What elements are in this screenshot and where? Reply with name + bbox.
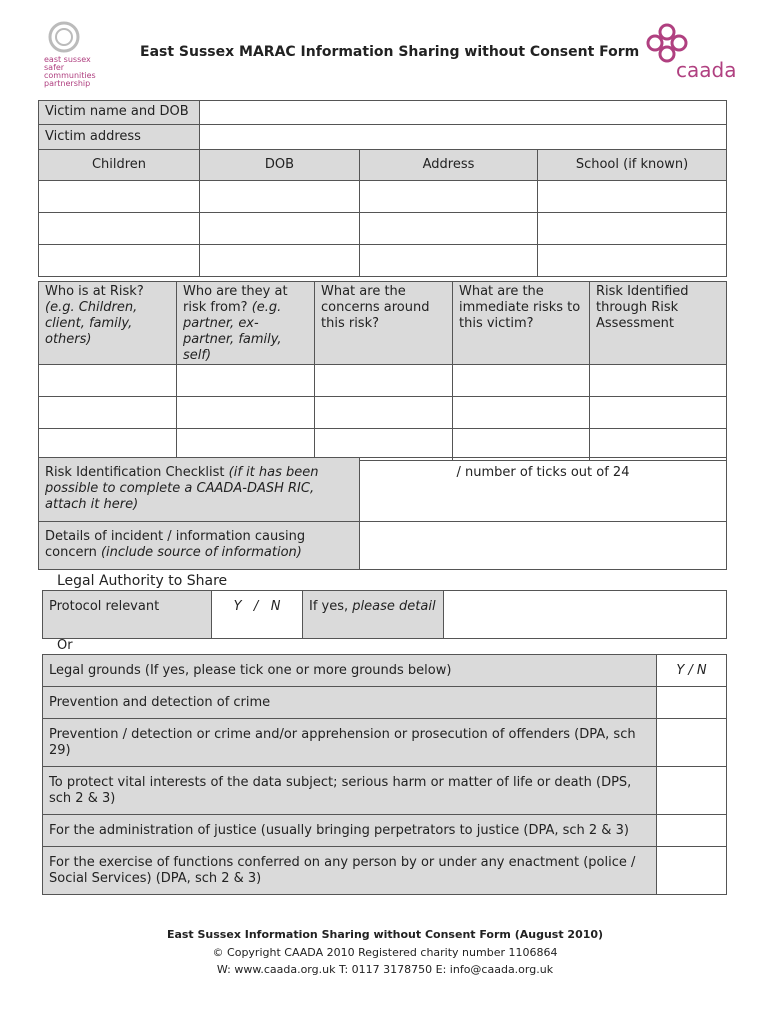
checklist-label: Risk Identification Checklist [45,465,225,480]
victim-address-label: Victim address [39,125,200,150]
if-yes-note: please detail [352,599,436,614]
details-note: (include source of information) [100,545,302,560]
ground-tick[interactable] [657,847,727,895]
table-row [43,815,727,847]
risk-cell[interactable] [453,397,590,429]
child-address-cell[interactable] [360,213,538,245]
checklist-table [38,457,727,570]
child-dob-cell[interactable] [200,213,360,245]
table-row [43,847,727,895]
who-at-risk-example: (e.g. Children, client, family, others) [45,300,138,347]
victim-name-label: Victim name and DOB [39,101,200,125]
ground-tick[interactable] [657,767,727,815]
checklist-note: (if it has been possible to complete a CAADA-DASH RIC, attach it here) [45,465,319,512]
victim-address-field[interactable] [200,125,727,150]
risk-cell[interactable] [315,429,453,461]
ground-tick[interactable] [657,719,727,767]
table-row [43,767,727,815]
table-row [39,245,727,277]
risk-cell[interactable] [177,397,315,429]
risk-cell[interactable] [453,365,590,397]
ground-item: Prevention and detection of crime [43,687,657,719]
victim-table [38,100,727,277]
ticks-text: / number of ticks out of 24 [456,465,630,480]
legal-grounds-table [42,654,727,895]
who-from-example: (e.g. partner, ex-partner, family, self) [183,300,282,363]
table-row [39,397,727,429]
child-school-cell[interactable] [538,245,727,277]
child-school-cell[interactable] [538,213,727,245]
grounds-header: Legal grounds (If yes, please tick one or more grounds below) [43,655,657,687]
risk-cell[interactable] [177,429,315,461]
logo-right-text: caada [676,58,737,82]
concerns-header: What are the concerns around this risk? [315,282,453,365]
table-row [39,181,727,213]
school-header: School (if known) [538,150,727,181]
who-from-header [177,282,315,365]
caada-logo [644,20,738,90]
protocol-table [42,590,727,639]
child-school-cell[interactable] [538,181,727,213]
ground-tick[interactable] [657,815,727,847]
child-cell[interactable] [39,213,200,245]
child-address-cell[interactable] [360,245,538,277]
table-row [39,213,727,245]
child-dob-cell[interactable] [200,245,360,277]
if-yes-label: If yes, [309,599,349,614]
child-cell[interactable] [39,245,200,277]
who-at-risk-label: Who is at Risk? [45,284,144,299]
ticks-cell[interactable] [360,458,727,522]
immediate-risks-header: What are the immediate risks to this victim? [453,282,590,365]
risk-cell[interactable] [39,365,177,397]
protocol-yn[interactable]: Y / N [212,591,303,639]
footer-title: East Sussex Information Sharing without Consent Form (August 2010) [166,928,604,941]
children-header: Children [39,150,200,181]
risk-table [38,281,727,461]
who-from-label: Who are they at risk from? [183,284,288,315]
or-label: Or [57,638,73,653]
risk-identified-header: Risk Identified through Risk Assessment [590,282,727,365]
risk-cell[interactable] [39,397,177,429]
details-label: Details of incident / information causing concern [45,529,306,560]
east-sussex-logo [44,20,106,90]
protocol-detail-field[interactable] [444,591,727,639]
dob-header: DOB [200,150,360,181]
child-dob-cell[interactable] [200,181,360,213]
risk-cell[interactable] [590,429,727,461]
risk-cell[interactable] [315,365,453,397]
details-label-cell [39,522,360,570]
protocol-label: Protocol relevant [43,591,212,639]
risk-cell[interactable] [177,365,315,397]
footer-contact: W: www.caada.org.uk T: 0117 3178750 E: info@caada.org.uk [216,963,554,976]
ground-item: For the administration of justice (usually bringing perpetrators to justice (DPA, sch 2 & 3) [43,815,657,847]
ground-tick[interactable] [657,687,727,719]
page-title: East Sussex MARAC Information Sharing without Consent Form [140,44,640,60]
if-yes-label-cell [303,591,444,639]
victim-name-field[interactable] [200,101,727,125]
risk-cell[interactable] [590,365,727,397]
risk-cell[interactable] [590,397,727,429]
risk-cell[interactable] [39,429,177,461]
address-header: Address [360,150,538,181]
ground-item: For the exercise of functions conferred on any person by or under any enactment (police / Social Services) (DPA, sch 2 & 3) [43,847,657,895]
grounds-yn-header: Y / N [657,655,727,687]
ground-item: To protect vital interests of the data subject; serious harm or matter of life or death (DPS, sch 2 & 3) [43,767,657,815]
table-row [43,687,727,719]
table-row [39,429,727,461]
table-row [39,365,727,397]
risk-cell[interactable] [453,429,590,461]
risk-cell[interactable] [315,397,453,429]
checklist-label-cell [39,458,360,522]
logo-left-text: east sussex safer communities partnership [44,55,96,88]
ground-item: Prevention / detection or crime and/or apprehension or prosecution of offenders (DPA, sch 29) [43,719,657,767]
details-field[interactable] [360,522,727,570]
table-row [43,719,727,767]
child-address-cell[interactable] [360,181,538,213]
legal-heading: Legal Authority to Share [57,573,228,589]
footer-copyright: © Copyright CAADA 2010 Registered charity number 1106864 [212,946,558,959]
who-at-risk-header [39,282,177,365]
child-cell[interactable] [39,181,200,213]
